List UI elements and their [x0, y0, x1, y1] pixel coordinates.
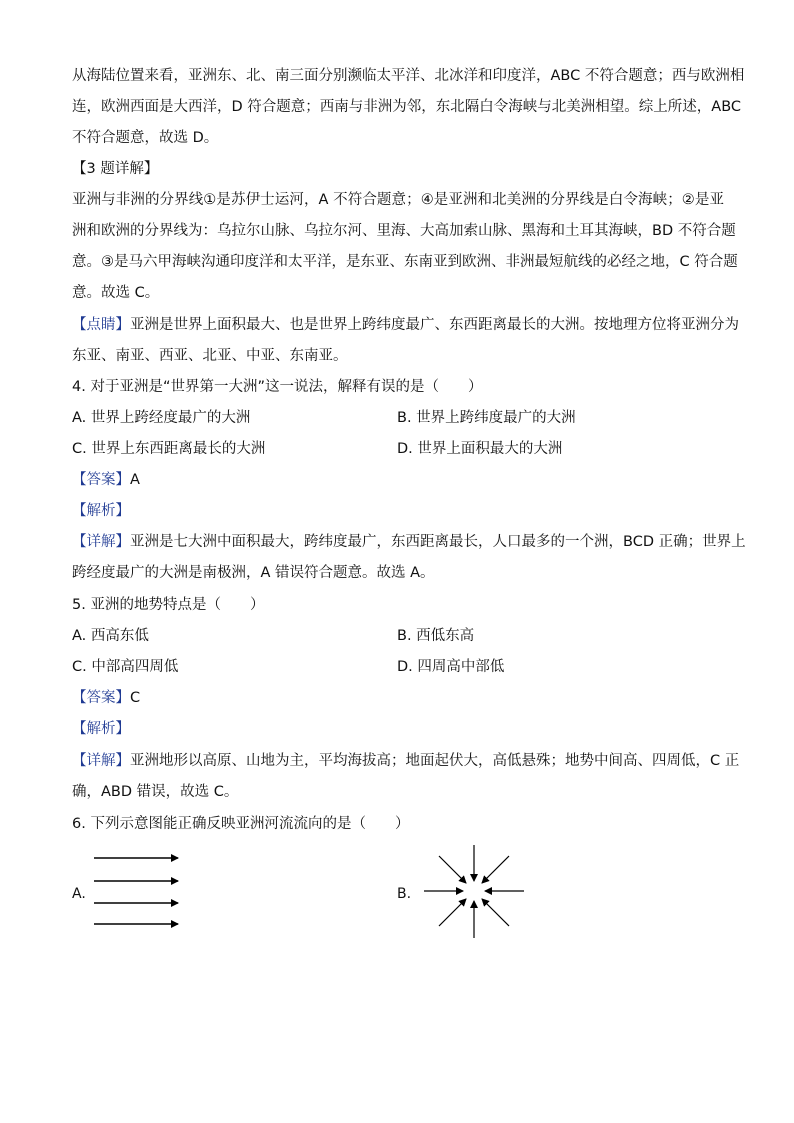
para2-line4: 意。故选 C。	[72, 285, 160, 301]
q6-label-b: B.	[397, 886, 412, 902]
dianjing-tag: 【点睛】	[72, 317, 130, 333]
q4-answer-value: A	[130, 472, 140, 488]
para2-line2: 洲和欧洲的分界线为：乌拉尔山脉、乌拉尔河、里海、大高加索山脉、黑海和土耳其海峡，BD 不符合题	[72, 223, 736, 239]
q5-option-c: C. 中部高四周低	[72, 659, 179, 675]
q5-analysis-label: 【解析】	[72, 721, 130, 737]
q4-analysis-tag	[72, 501, 724, 521]
parallel-arrows-figure	[90, 845, 190, 935]
q4-answer	[72, 470, 724, 490]
q4-option-c: C. 世界上东西距离最长的大洲	[72, 441, 266, 457]
dianjing-line1	[72, 315, 739, 335]
q4-option-a: A. 世界上跨经度最广的大洲	[72, 410, 251, 426]
dianjing-text: 亚洲是世界上面积最大、也是世界上跨纬度最广、东西距离最长的大洲。按地理方位将亚洲分为	[130, 317, 739, 333]
q5-answer	[72, 688, 724, 708]
q4-stem: 4. 对于亚洲是“世界第一大洲”这一说法，解释有误的是（ ）	[72, 379, 483, 395]
q5-answer-tag: 【答案】	[72, 690, 130, 706]
q5-option-b: B. 西低东高	[397, 628, 475, 644]
converging-arrows-figure	[422, 843, 526, 941]
q5-detail-line2: 确，ABD 错误，故选 C。	[72, 784, 239, 800]
q5-detail-line1	[72, 751, 740, 771]
arrow-northeast	[482, 856, 509, 883]
q4-option-b: B. 世界上跨纬度最广的大洲	[397, 410, 576, 426]
q4-answer-tag: 【答案】	[72, 472, 130, 488]
q4-detail-line1	[72, 532, 746, 552]
q4-detail-text: 亚洲是七大洲中面积最大，跨纬度最广，东西距离最长，人口最多的一个洲，BCD 正确；世界上	[130, 534, 746, 550]
para1-line2: 连，欧洲西面是大西洋，D 符合题意；西南与非洲为邻，东北隔白令海峡与北美洲相望。综上所述，ABC	[72, 99, 742, 115]
q3-heading: 【3 题详解】	[72, 161, 159, 177]
para1-line3: 不符合题意，故选 D。	[72, 130, 219, 146]
q6-label-a: A.	[72, 886, 86, 902]
q5-detail-tag: 【详解】	[72, 753, 130, 769]
q5-detail-text: 亚洲地形以高原、山地为主，平均海拔高；地面起伏大，高低悬殊；地势中间高、四周低，C 正	[130, 753, 740, 769]
q4-detail-line2: 跨经度最广的大洲是南极洲，A 错误符合题意。故选 A。	[72, 565, 435, 581]
q4-option-d: D. 世界上面积最大的大洲	[397, 441, 563, 457]
q5-option-d: D. 四周高中部低	[397, 659, 505, 675]
q6-stem: 6. 下列示意图能正确反映亚洲河流流向的是（ ）	[72, 816, 410, 832]
arrow-northwest	[439, 856, 466, 883]
para1-line1: 从海陆位置来看，亚洲东、北、南三面分别濒临太平洋、北冰洋和印度洋，ABC 不符合题意；西与欧洲相	[72, 68, 745, 84]
q5-stem: 5. 亚洲的地势特点是（ ）	[72, 597, 265, 613]
q4-analysis-label: 【解析】	[72, 503, 130, 519]
q5-answer-value: C	[130, 690, 141, 706]
para2-line3: 意。③是马六甲海峡沟通印度洋和太平洋，是东亚、东南亚到欧洲、非洲最短航线的必经之地，C 符合题	[72, 254, 738, 270]
q5-option-a: A. 西高东低	[72, 628, 149, 644]
q5-analysis-tag	[72, 719, 724, 739]
arrow-southeast	[482, 899, 509, 926]
q4-detail-tag: 【详解】	[72, 534, 130, 550]
arrow-southwest	[439, 899, 466, 926]
para2-line1: 亚洲与非洲的分界线①是苏伊士运河，A 不符合题意；④是亚洲和北美洲的分界线是白令海峡；②是亚	[72, 192, 724, 208]
dianjing-line2: 东亚、南亚、西亚、北亚、中亚、东南亚。	[72, 348, 348, 364]
